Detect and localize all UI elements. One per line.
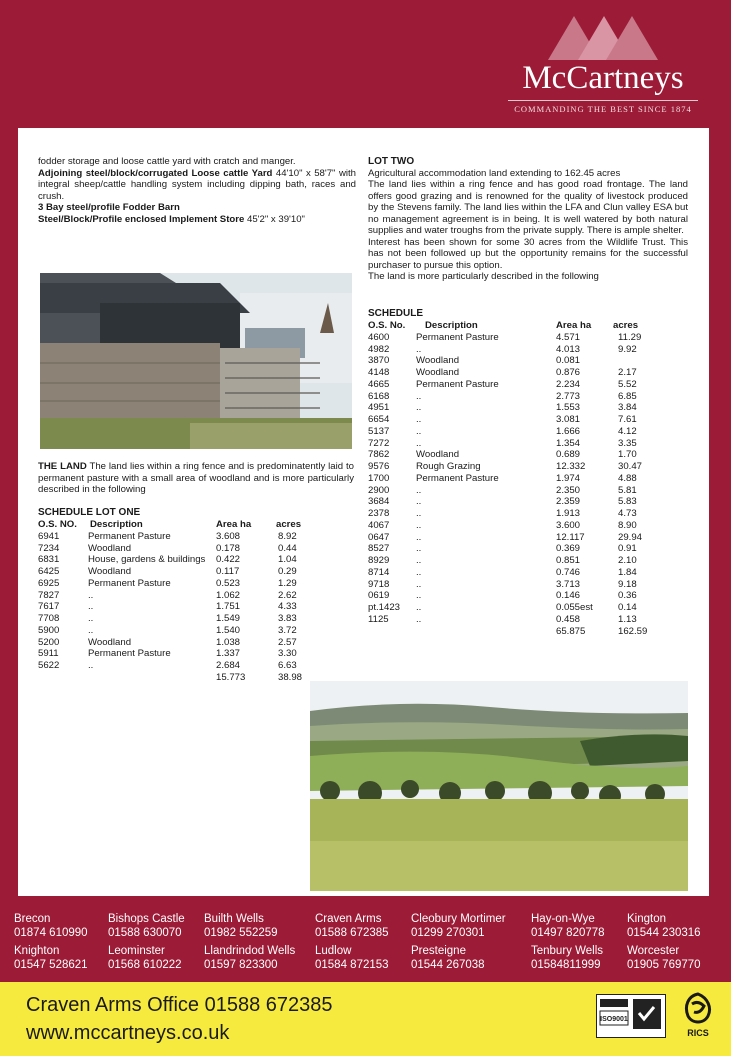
acres-cell: 3.30 [278, 648, 297, 660]
description-cell: .. [88, 613, 94, 624]
iso-label: ISO9001 [600, 1016, 628, 1023]
office-name: Llandrindod Wells [204, 945, 296, 957]
table-header-row [38, 519, 338, 531]
schedule-lot-one-table [38, 519, 338, 684]
farm-buildings-photo [40, 273, 352, 449]
table-row [368, 626, 688, 638]
area-ha-cell: 1.974 [556, 472, 581, 484]
lot-two-summary: Agricultural accommodation land extending to 162.45 acres [368, 167, 621, 179]
area-ha-cell: 1.549 [216, 613, 241, 624]
table-row [368, 473, 688, 485]
acres-cell: 1.04 [278, 554, 297, 566]
area-ha-cell: 1.540 [216, 624, 241, 636]
os-number-cell: 6925 [38, 577, 60, 589]
description-cell: Permanent Pasture [416, 378, 499, 390]
area-ha-cell: 2.359 [556, 496, 581, 508]
column-header: O.S. No. [368, 320, 406, 331]
description-cell: House, gardens & buildings [88, 554, 206, 566]
acres-cell: 4.73 [618, 508, 637, 519]
table-row [368, 496, 688, 508]
table-row [368, 614, 688, 626]
landscape-photo [310, 681, 688, 891]
description-cell: Rough Grazing [416, 461, 481, 472]
area-ha-cell: 0.178 [216, 542, 241, 554]
os-number-cell: 5622 [38, 660, 60, 671]
office-entry [108, 912, 185, 940]
acres-cell: 29.94 [618, 531, 643, 543]
office-name: Worcester [627, 945, 680, 957]
description-cell: .. [416, 590, 422, 602]
os-number-cell: 9718 [368, 578, 390, 590]
table-row [38, 543, 338, 555]
lot-two-schedule-intro: The land is more particularly described in the following [368, 271, 599, 282]
acres-cell: 0.44 [278, 542, 297, 554]
description-cell: Permanent Pasture [416, 472, 499, 484]
acres-cell: 8.92 [278, 530, 297, 542]
table-row [368, 367, 688, 379]
acres-cell: 0.14 [618, 602, 637, 613]
os-number-cell: 1125 [368, 613, 389, 625]
area-ha-cell: 1.354 [556, 437, 581, 449]
table-row [368, 485, 688, 497]
acres-cell: 5.83 [618, 496, 637, 508]
table-row [368, 379, 688, 391]
intro-text: fodder storage and loose cattle yard with cratch and manger. [38, 156, 296, 167]
acres-cell: 5.52 [618, 378, 637, 390]
table-row [368, 508, 688, 520]
office-phone: 01568 610222 [108, 959, 182, 971]
office-name: Tenbury Wells [531, 945, 604, 957]
cattle-yard-dims: 44'10" x 58'7" [272, 167, 336, 179]
table-row [368, 532, 688, 544]
area-ha-cell: 2.234 [556, 378, 581, 390]
office-name: Kington [627, 913, 667, 925]
office-name: Craven Arms [315, 913, 382, 925]
acres-cell: 30.47 [618, 461, 643, 472]
office-phone: 01588 672385 [315, 927, 389, 939]
office-phone: 01584811999 [531, 959, 601, 971]
column-header: acres [276, 519, 302, 530]
description-cell: Woodland [416, 449, 460, 461]
area-ha-cell: 0.081 [556, 355, 581, 367]
rics-emblem-icon [680, 992, 716, 1026]
office-entry [627, 944, 701, 972]
table-row [368, 402, 688, 414]
left-column [38, 156, 356, 225]
lot-two-heading: LOT TWO [368, 156, 415, 167]
os-number-cell: 6654 [368, 414, 390, 425]
description-cell: .. [416, 602, 422, 613]
acres-cell: 38.98 [278, 671, 303, 683]
office-phone: 01497 820778 [531, 927, 605, 939]
implement-store-heading: Steel/Block/Profile enclosed Implement Store [38, 213, 245, 225]
table-row [38, 625, 338, 637]
office-phone: 01588 630070 [108, 927, 182, 939]
office-name: Knighton [14, 945, 60, 957]
table-row [38, 660, 338, 672]
description-cell: Permanent Pasture [88, 648, 171, 660]
area-ha-cell: 15.773 [216, 671, 246, 683]
os-number-cell: 5137 [368, 425, 390, 437]
description-cell: .. [416, 531, 422, 543]
description-cell: Woodland [88, 542, 132, 554]
table-row [368, 344, 688, 356]
office-directory [0, 906, 731, 982]
os-number-cell: 5200 [38, 636, 60, 648]
contact-bar [0, 982, 731, 1056]
office-name: Cleobury Mortimer [411, 913, 506, 925]
fodder-barn-heading: 3 Bay steel/profile Fodder Barn [38, 202, 180, 213]
area-ha-cell: 65.875 [556, 625, 586, 637]
column-header: Description [90, 519, 143, 530]
area-ha-cell: 0.055est [556, 602, 593, 613]
os-number-cell: 2900 [368, 484, 390, 496]
description-cell: .. [416, 566, 422, 578]
brand-name: McCartneys [522, 60, 684, 96]
description-cell: .. [416, 613, 422, 625]
os-number-cell: 3870 [368, 355, 390, 367]
table-row [38, 601, 338, 613]
office-name: Presteigne [411, 945, 466, 957]
office-entry [531, 944, 603, 972]
description-cell: .. [416, 390, 422, 402]
acres-cell: 6.63 [278, 660, 297, 671]
description-cell: .. [416, 508, 422, 519]
description-cell: Woodland [88, 566, 132, 577]
area-ha-cell: 0.458 [556, 613, 581, 625]
os-number-cell: 6831 [38, 554, 60, 566]
area-ha-cell: 0.422 [216, 554, 241, 566]
os-number-cell: 8714 [368, 566, 390, 578]
os-number-cell: 4148 [368, 367, 390, 378]
the-land-text [38, 461, 354, 496]
office-phone: 01982 552259 [204, 927, 278, 939]
os-number-cell: 4665 [368, 378, 390, 390]
office-entry [315, 912, 389, 940]
table-row [38, 554, 338, 566]
table-row [368, 391, 688, 403]
area-ha-cell: 0.746 [556, 566, 581, 578]
office-phone: 01584 872153 [315, 959, 389, 971]
description-cell: .. [416, 414, 422, 425]
column-header: Area ha [556, 320, 592, 331]
area-ha-cell: 1.553 [556, 402, 581, 414]
os-number-cell: 4067 [368, 519, 390, 531]
rics-label: RICS [687, 1028, 709, 1038]
office-phone: 01874 610990 [14, 927, 88, 939]
area-ha-cell: 3.081 [556, 414, 581, 425]
table-row [38, 590, 338, 602]
os-number-cell: 7234 [38, 542, 60, 554]
schedule-title: SCHEDULE [368, 308, 424, 319]
acres-cell: 2.10 [618, 555, 637, 566]
office-entry [14, 912, 88, 940]
acres-cell: 0.91 [618, 543, 637, 555]
area-ha-cell: 3.713 [556, 578, 581, 590]
description-cell: .. [416, 484, 422, 496]
description-cell: .. [88, 589, 94, 601]
area-ha-cell: 1.666 [556, 425, 581, 437]
table-row [368, 590, 688, 602]
description-cell: .. [88, 660, 94, 671]
area-ha-cell: 0.876 [556, 367, 581, 378]
cattle-yard-desc: with integral sheep/cattle handling system including dipping bath, races and crush. [38, 167, 356, 202]
description-cell: .. [416, 578, 422, 590]
acres-cell: 0.36 [618, 590, 637, 602]
description-cell: .. [416, 343, 422, 355]
acres-cell: 2.62 [278, 589, 297, 601]
os-number-cell: 8929 [368, 555, 390, 566]
area-ha-cell: 4.571 [556, 331, 581, 343]
area-ha-cell: 0.851 [556, 555, 581, 566]
website-link[interactable]: www.mccartneys.co.uk [26, 1022, 230, 1044]
area-ha-cell: 2.350 [556, 484, 581, 496]
office-name: Brecon [14, 913, 51, 925]
os-number-cell: 9576 [368, 461, 390, 472]
column-header: Description [425, 320, 478, 331]
office-phone: 01905 769770 [627, 959, 701, 971]
description-cell: Woodland [88, 636, 132, 648]
os-number-cell: 0619 [368, 590, 390, 602]
content-page [18, 128, 709, 896]
os-number-cell: 1700 [368, 472, 390, 484]
office-name: Ludlow [315, 945, 352, 957]
office-phone: 01544 267038 [411, 959, 485, 971]
acres-cell: 3.84 [618, 402, 637, 414]
office-entry [411, 944, 485, 972]
description-cell: .. [416, 425, 422, 437]
cattle-yard-heading: Adjoining steel/block/corrugated Loose cattle Yard [38, 167, 273, 179]
office-entry [411, 912, 506, 940]
description-cell: Permanent Pasture [416, 331, 499, 343]
office-phone: 01299 270301 [411, 927, 485, 939]
area-ha-cell: 0.117 [216, 566, 240, 577]
os-number-cell: 8527 [368, 543, 390, 555]
description-cell: .. [416, 402, 422, 414]
office-entry [627, 912, 701, 940]
os-number-cell: 6941 [38, 530, 60, 542]
os-number-cell: 4951 [368, 402, 390, 414]
table-row [38, 648, 338, 660]
column-header: acres [613, 320, 639, 331]
acres-cell: 9.18 [618, 578, 637, 590]
column-header: Area ha [216, 519, 252, 530]
table-header-row [368, 320, 688, 332]
table-row [368, 449, 688, 461]
acres-cell: 2.17 [618, 367, 637, 378]
os-number-cell: 0647 [368, 531, 390, 543]
office-phone: 01544 230316 [627, 927, 701, 939]
os-number-cell: 5911 [38, 648, 59, 660]
table-row [368, 520, 688, 532]
os-number-cell: 7708 [38, 613, 60, 624]
acres-cell: 1.70 [618, 449, 637, 461]
schedule-lot-one-title-wrap [38, 507, 338, 519]
area-ha-cell: 4.013 [556, 343, 581, 355]
table-row [368, 567, 688, 579]
cattle-yard-text [38, 168, 356, 203]
acres-cell: 3.83 [278, 613, 297, 624]
area-ha-cell: 1.038 [216, 636, 241, 648]
brand-tagline: COMMANDING THE BEST SINCE 1874 [514, 104, 692, 114]
description-cell: .. [88, 601, 94, 613]
description-cell: Woodland [416, 367, 460, 378]
table-row [38, 637, 338, 649]
description-cell: .. [416, 437, 422, 449]
area-ha-cell: 2.684 [216, 660, 241, 671]
acres-cell: 162.59 [618, 625, 648, 637]
office-name: Hay-on-Wye [531, 913, 595, 925]
table-row [368, 543, 688, 555]
office-phone: 01547 528621 [14, 959, 88, 971]
schedule-title-wrap [368, 308, 668, 320]
area-ha-cell: 1.751 [216, 601, 241, 613]
acres-cell: 4.88 [618, 472, 637, 484]
table-row [368, 555, 688, 567]
acres-cell: 4.33 [278, 601, 297, 613]
area-ha-cell: 1.062 [216, 589, 241, 601]
table-row [368, 461, 688, 473]
os-number-cell: 7272 [368, 437, 390, 449]
table-row [38, 613, 338, 625]
iso-certificate-icon [597, 995, 665, 1037]
office-entry [315, 944, 389, 972]
area-ha-cell: 2.773 [556, 390, 581, 402]
os-number-cell: 7827 [38, 589, 60, 601]
right-column [368, 156, 688, 283]
the-land-desc: The land lies within a ring fence and is predominatently laid to permanent pasture with a small area of woodland and is more particularly described in the following [38, 461, 355, 495]
table-row [38, 578, 338, 590]
acres-cell: 11.29 [618, 331, 642, 343]
office-name: Builth Wells [204, 913, 264, 925]
os-number-cell: 5900 [38, 624, 60, 636]
acres-cell: 0.29 [278, 566, 297, 577]
acres-cell: 6.85 [618, 390, 637, 402]
table-row [38, 672, 338, 684]
acres-cell: 2.57 [278, 636, 297, 648]
table-row [368, 332, 688, 344]
column-header: O.S. NO. [38, 519, 77, 530]
craven-arms-office-line: Craven Arms Office 01588 672385 [26, 994, 333, 1016]
area-ha-cell: 3.608 [216, 530, 241, 542]
acres-cell: 1.13 [618, 613, 637, 625]
table-row [38, 531, 338, 543]
os-number-cell: 7862 [368, 449, 390, 461]
header [0, 0, 731, 128]
area-ha-cell: 0.369 [556, 543, 581, 555]
the-land-heading: THE LAND [38, 461, 87, 472]
office-entry [204, 912, 278, 940]
description-cell: .. [416, 555, 422, 566]
area-ha-cell: 0.146 [556, 590, 581, 602]
area-ha-cell: 1.913 [556, 508, 581, 519]
acres-cell: 5.81 [618, 484, 637, 496]
acres-cell: 1.29 [278, 577, 297, 589]
os-number-cell: 6425 [38, 566, 60, 577]
area-ha-cell: 1.337 [216, 648, 241, 660]
area-ha-cell: 3.600 [556, 519, 581, 531]
office-entry [531, 912, 605, 940]
os-number-cell: 4982 [368, 343, 390, 355]
office-phone: 01597 823300 [204, 959, 278, 971]
table-row [368, 602, 688, 614]
acres-cell: 9.92 [618, 343, 637, 355]
schedule-lot-one-title: SCHEDULE LOT ONE [38, 507, 141, 518]
description-cell: Permanent Pasture [88, 577, 171, 589]
mountain-logo-icon [548, 16, 658, 60]
os-number-cell: pt.1423 [368, 602, 401, 613]
office-entry [14, 944, 88, 972]
description-cell: Woodland [416, 355, 460, 367]
acres-cell: 8.90 [618, 519, 637, 531]
brand-divider [508, 100, 698, 101]
lot-two-description: The land lies within a ring fence and has good road frontage. The land offers good grazing and is renowned for the quality of livestock produced by the Stevens family. The land lies within the LFA and Clun valley ESA but no management agreement is in being. It is well watered by both natural supplies and water troughs from the private supply. There is ample shelter. [368, 179, 688, 236]
table-row [368, 426, 688, 438]
acres-cell: 4.12 [618, 425, 637, 437]
area-ha-cell: 0.689 [556, 449, 581, 461]
acres-cell: 7.61 [618, 414, 637, 425]
os-number-cell: 2378 [368, 508, 390, 519]
table-row [368, 438, 688, 450]
office-entry [108, 944, 182, 972]
acres-cell: 1.84 [618, 566, 637, 578]
area-ha-cell: 0.523 [216, 577, 241, 589]
description-cell: .. [416, 543, 422, 555]
description-cell: .. [88, 624, 94, 636]
description-cell: .. [416, 496, 422, 508]
os-number-cell: 4600 [368, 331, 390, 343]
schedule-lot-two-table [368, 320, 688, 637]
implement-store-dims: 45'2" x 39'10" [244, 213, 305, 225]
table-row [368, 414, 688, 426]
acres-cell: 3.72 [278, 624, 297, 636]
lot-two-wildlife-note: Interest has been shown for some 30 acres from the Wildlife Trust. This has not been followed up but the opportunity remains for the successful purchaser to pursue this option. [368, 236, 688, 271]
description-cell: Permanent Pasture [88, 530, 171, 542]
table-row [368, 355, 688, 367]
description-cell: .. [416, 519, 422, 531]
office-name: Bishops Castle [108, 913, 185, 925]
table-row [38, 566, 338, 578]
area-ha-cell: 12.332 [556, 461, 586, 472]
iso9001-badge [596, 994, 666, 1038]
acres-cell: 3.35 [618, 437, 637, 449]
os-number-cell: 6168 [368, 390, 390, 402]
table-row [368, 579, 688, 591]
os-number-cell: 3684 [368, 496, 390, 508]
os-number-cell: 7617 [38, 601, 60, 613]
office-name: Leominster [108, 945, 165, 957]
area-ha-cell: 12.117 [556, 531, 585, 543]
rics-badge [678, 992, 718, 1044]
office-entry [204, 944, 295, 972]
